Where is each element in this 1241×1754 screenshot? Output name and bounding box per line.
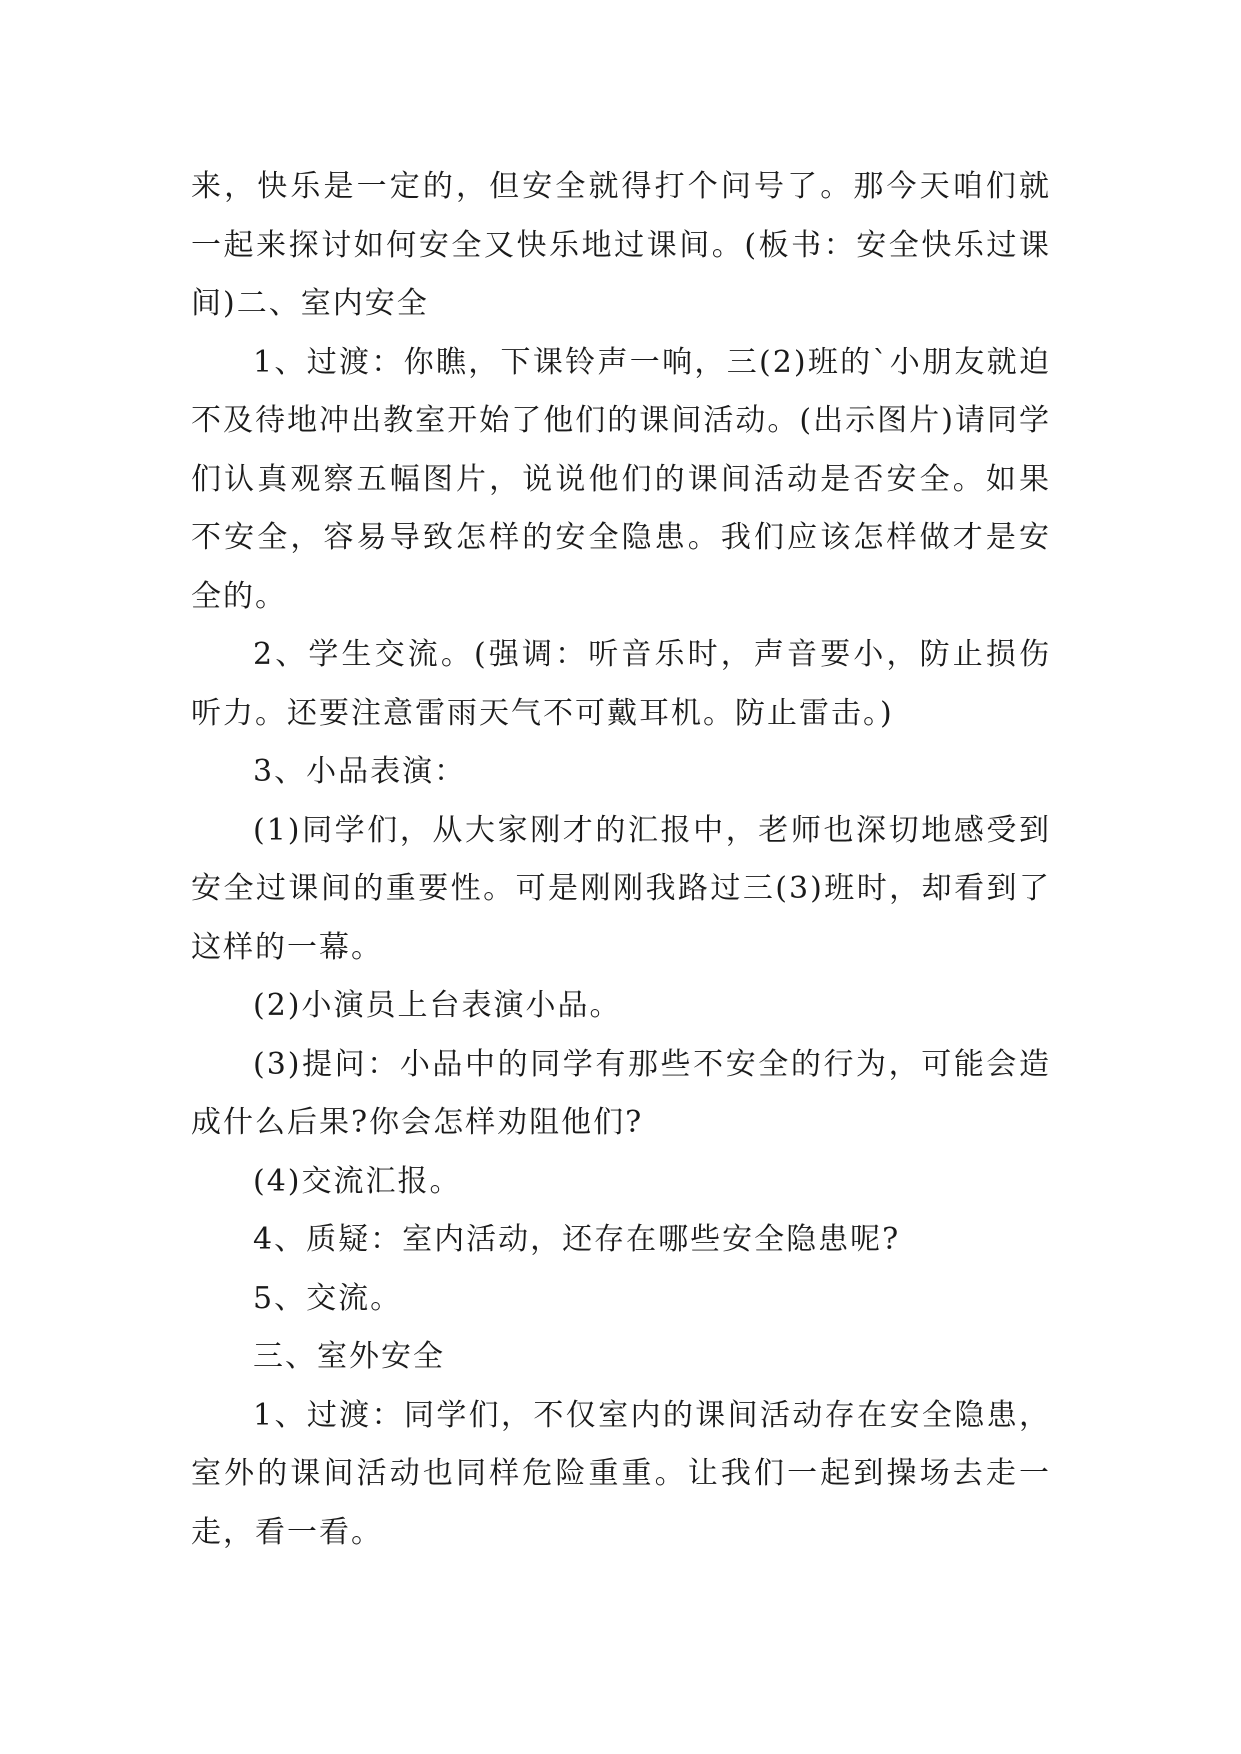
paragraph-exchange: 5、交流。: [253, 1280, 403, 1316]
paragraph-transition-1: 1、过渡：你瞧，下课铃声一响，三(2)班的`小朋友就迫不及待地冲出教室开始了他们的课间活动。(出示图片)请同学们认真观察五幅图片，说说他们的课间活动是否安全。如果不安全，容易导致怎样的安全隐患。我们应该怎样做才是安全的。: [191, 344, 1051, 614]
document-body: [191, 158, 1051, 1562]
paragraph-intro-continuation: 来，快乐是一定的，但安全就得打个问号了。那今天咱们就一起来探讨如何安全又快乐地过课间。(板书：安全快乐过课间)二、室内安全: [191, 169, 1051, 321]
paragraph-skit-item-2: (2)小演员上台表演小品。: [253, 988, 622, 1023]
paragraph-student-exchange: 2、学生交流。(强调：听音乐时，声音要小，防止损伤听力。还要注意雷雨天气不可戴耳机。防止雷击。): [191, 637, 1051, 731]
paragraph-skit-heading: 3、小品表演：: [253, 754, 467, 789]
paragraph-skit-item-3: (3)提问：小品中的同学有那些不安全的行为，可能会造成什么后果?你会怎样劝阻他们?: [191, 1046, 1051, 1140]
paragraph-outdoor-transition: 1、过渡：同学们，不仅室内的课间活动存在安全隐患，室外的课间活动也同样危险重重。让我们一起到操场去走一走，看一看。: [191, 1397, 1051, 1550]
paragraph-skit-item-1: (1)同学们，从大家刚才的汇报中，老师也深切地感受到安全过课间的重要性。可是刚刚我路过三(3)班时，却看到了这样的一幕。: [191, 812, 1051, 965]
section-heading-outdoor-safety: 三、室外安全: [253, 1339, 445, 1374]
paragraph-question: 4、质疑：室内活动，还存在哪些安全隐患呢?: [253, 1222, 901, 1257]
paragraph-skit-item-4: (4)交流汇报。: [253, 1163, 462, 1199]
